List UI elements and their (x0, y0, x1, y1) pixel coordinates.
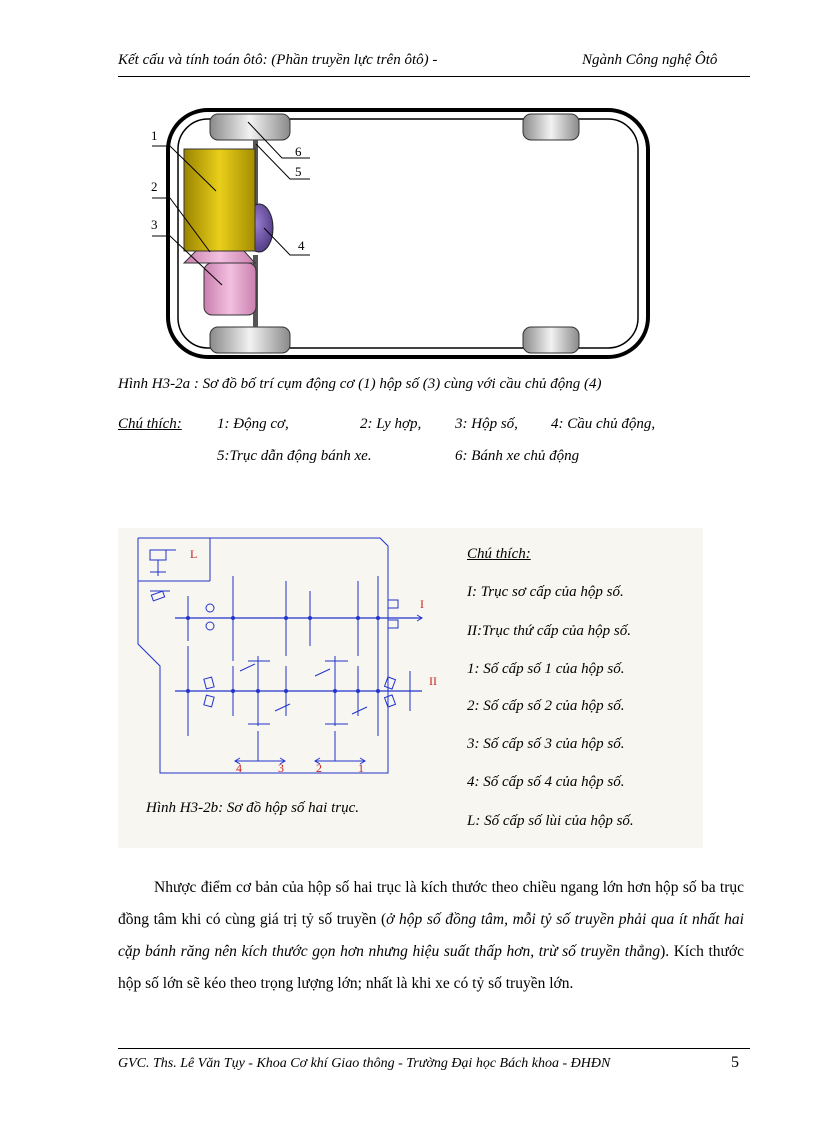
wheel-rear-bottom (523, 327, 579, 353)
body-text-2: ). Kích thước hộp số lớn sẽ kéo theo trọng lượng lớn; nhất là khi xe có tỷ số truyền lớn. (118, 943, 744, 992)
note-item-3: 1: Số cấp số 1 của hộp số. (467, 661, 625, 677)
label-reverse: L (190, 547, 198, 561)
callout-1: 1 (151, 128, 158, 143)
clutch-housing (184, 251, 255, 263)
legend-item-6: 6: Bánh xe chủ động (455, 448, 580, 464)
legend-item-5: 5:Trục dẫn động bánh xe. (217, 448, 372, 464)
figure2-caption: Hình H3-2b: Sơ đồ hộp số hai trục. (146, 800, 359, 816)
footer-author: GVC. Ths. Lê Văn Tụy - Khoa Cơ khí Giao thông - Trường Đại học Bách khoa - ĐHĐN (118, 1056, 611, 1071)
housing-outline (138, 538, 388, 773)
two-shaft-gearbox-diagram (130, 536, 450, 781)
vehicle-layout-figure (130, 105, 650, 360)
note-item-1: I: Trục sơ cấp của hộp số. (467, 584, 624, 600)
gearbox-block (204, 263, 256, 315)
label-gear-2: 2 (316, 761, 322, 775)
callout-2: 2 (151, 179, 158, 194)
figure1-caption: Hình H3-2a : Sơ đồ bố trí cụm động cơ (1) hộp số (3) cùng với cầu chủ động (4) (118, 376, 602, 392)
header-rule (118, 76, 750, 77)
callout-5-leader (256, 144, 310, 179)
legend-item-3: 3: Hộp số, (455, 416, 518, 432)
note-item-4: 2: Số cấp số 2 của hộp số. (467, 698, 625, 714)
body-text-italic: ở hộp số đồng tâm, mỗi tỷ số truyền phải qua ít nhất hai cặp bánh răng nên kích thước gọn hơn nhưng hiệu suất thấp hơn, trừ số truyền thẳng (118, 911, 744, 960)
wheel-front-bottom (210, 327, 290, 353)
page-number: 5 (731, 1054, 739, 1071)
label-gear-3: 3 (278, 761, 284, 775)
note-item-6: 4: Số cấp số 4 của hộp số. (467, 774, 625, 790)
label-shaft-II: II (429, 674, 437, 688)
engine-block (184, 149, 255, 251)
notes-title: Chú thích: (467, 546, 531, 562)
callout-6: 6 (295, 144, 302, 159)
header-department: Ngành Công nghệ Ôtô (582, 52, 718, 68)
footer-rule (118, 1048, 750, 1049)
label-gear-4: 4 (236, 761, 242, 775)
legend-label: Chú thích: (118, 416, 182, 432)
note-item-7: L: Số cấp số lùi của hộp số. (467, 813, 634, 829)
wheel-front-top (210, 114, 290, 140)
body-paragraph (118, 872, 744, 1000)
wheel-rear-top (523, 114, 579, 140)
body-text-1: Nhược điểm cơ bản của hộp số hai trục là kích thước theo chiều ngang lớn hơn hộp số ba trục đồng tâm khi có cùng giá trị tỷ số truyền ( (118, 879, 744, 928)
legend-item-4: 4: Cầu chủ động, (551, 416, 656, 432)
label-shaft-I: I (420, 597, 424, 611)
note-item-2: II:Trục thứ cấp của hộp số. (467, 623, 631, 639)
callout-3: 3 (151, 217, 158, 232)
label-gear-1: 1 (358, 761, 364, 775)
callout-5: 5 (295, 164, 302, 179)
header-title: Kết cấu và tính toán ôtô: (Phần truyền lực trên ôtô) - (118, 52, 438, 68)
note-item-5: 3: Số cấp số 3 của hộp số. (467, 736, 625, 752)
legend-item-2: 2: Ly hợp, (360, 416, 422, 432)
callout-4: 4 (298, 238, 305, 253)
legend-item-1: 1: Động cơ, (217, 416, 289, 432)
